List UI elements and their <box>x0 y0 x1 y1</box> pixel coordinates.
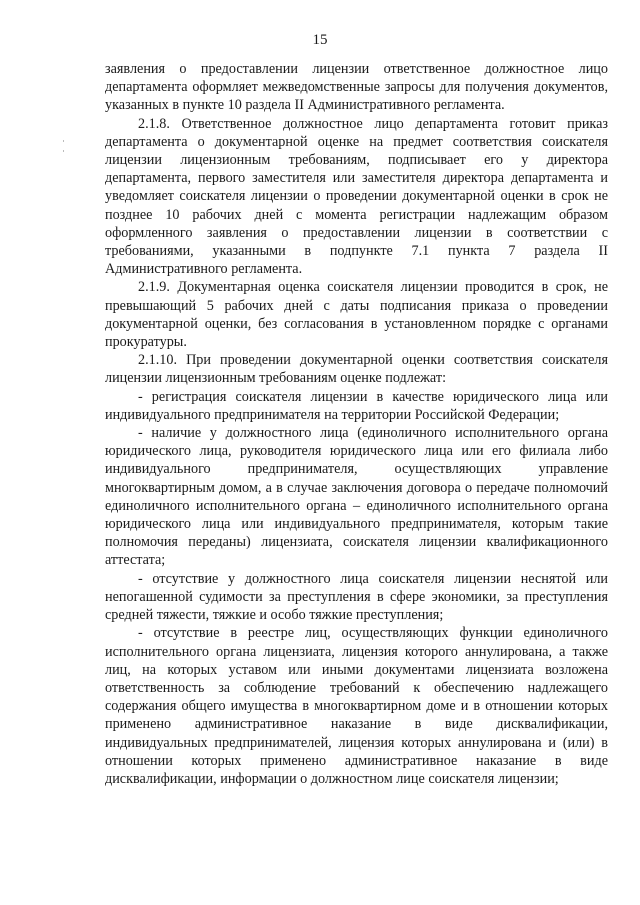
list-item-qualification-certificate: - наличие у должностного лица (единоличного исполнительного органа юридического лица, руководителя юридического лица или его филиала либо индивидуального предпринимателя, осуществляющих управление многоквартирным домом, а в случае заключения договора о передаче полномочий единоличного исполнительного органа – единоличного исполнительного органа юридического лица или индивидуального предпринимателя, которым такие полномочия переданы) лицензиата, соискателя лицензии квалификационного аттестата; <box>105 425 608 569</box>
list-item-registration: - регистрация соискателя лицензии в качестве юридического лица или индивидуального предпринимателя на территории Российской Федерации; <box>105 388 608 423</box>
list-item-disqualification-registry: - отсутствие в реестре лиц, осуществляющих функции единоличного исполнительного органа лицензиата, лицензия которого аннулирована, а также лиц, на которых уставом или иными документами лицензиата возложена ответственность за соблюдение требований к обеспечению надлежащего содержания общего имущества в многоквартирном доме и в отношении которых применено административное наказание в виде дисквалификации, индивидуальных предпринимателей, лицензия которых аннулирована и (или) в отношении которых применено административное наказание в виде дисквалификации, информации о должностном лице соискателя лицензии; <box>105 625 608 787</box>
paragraph-2-1-8: 2.1.8. Ответственное должностное лицо департамента готовит приказ департамента о документарной оценке на предмет соответствия соискателя лицензии лицензионным требованиям, подписывает его у директора департамента, первого заместителя или заместителя директора департамента и уведомляет соискателя лицензии о проведении документарной оценки в срок не позднее 10 рабочих дней с момента регистрации надлежащим образом оформленного заявления о предоставлении лицензии в соответствии с требованиями, указанными в подпункте 7.1 пункта 7 раздела II Административного регламента. <box>105 115 608 278</box>
document-body <box>105 60 608 788</box>
margin-mark <box>63 150 64 152</box>
margin-mark <box>63 140 64 142</box>
page-number: 15 <box>312 32 328 48</box>
paragraph-2-1-9: 2.1.9. Документарная оценка соискателя лицензии проводится в срок, не превышающий 5 рабочих дней с даты подписания приказа о проведении документарной оценки, без согласования в установленном порядке с органами прокуратуры. <box>105 279 608 351</box>
list-item-no-criminal-record: - отсутствие у должностного лица соискателя лицензии неснятой или непогашенной судимости за преступления в сфере экономики, за преступления средней тяжести, тяжкие и особо тяжкие преступления; <box>105 570 608 624</box>
paragraph-continuation: заявления о предоставлении лицензии ответственное должностное лицо департамента оформляет межведомственные запросы для получения документов, указанных в пункте 10 раздела II Административного регламента. <box>105 61 608 114</box>
paragraph-2-1-10: 2.1.10. При проведении документарной оценки соответствия соискателя лицензии лицензионным требованиям оценке подлежат: <box>105 352 608 387</box>
